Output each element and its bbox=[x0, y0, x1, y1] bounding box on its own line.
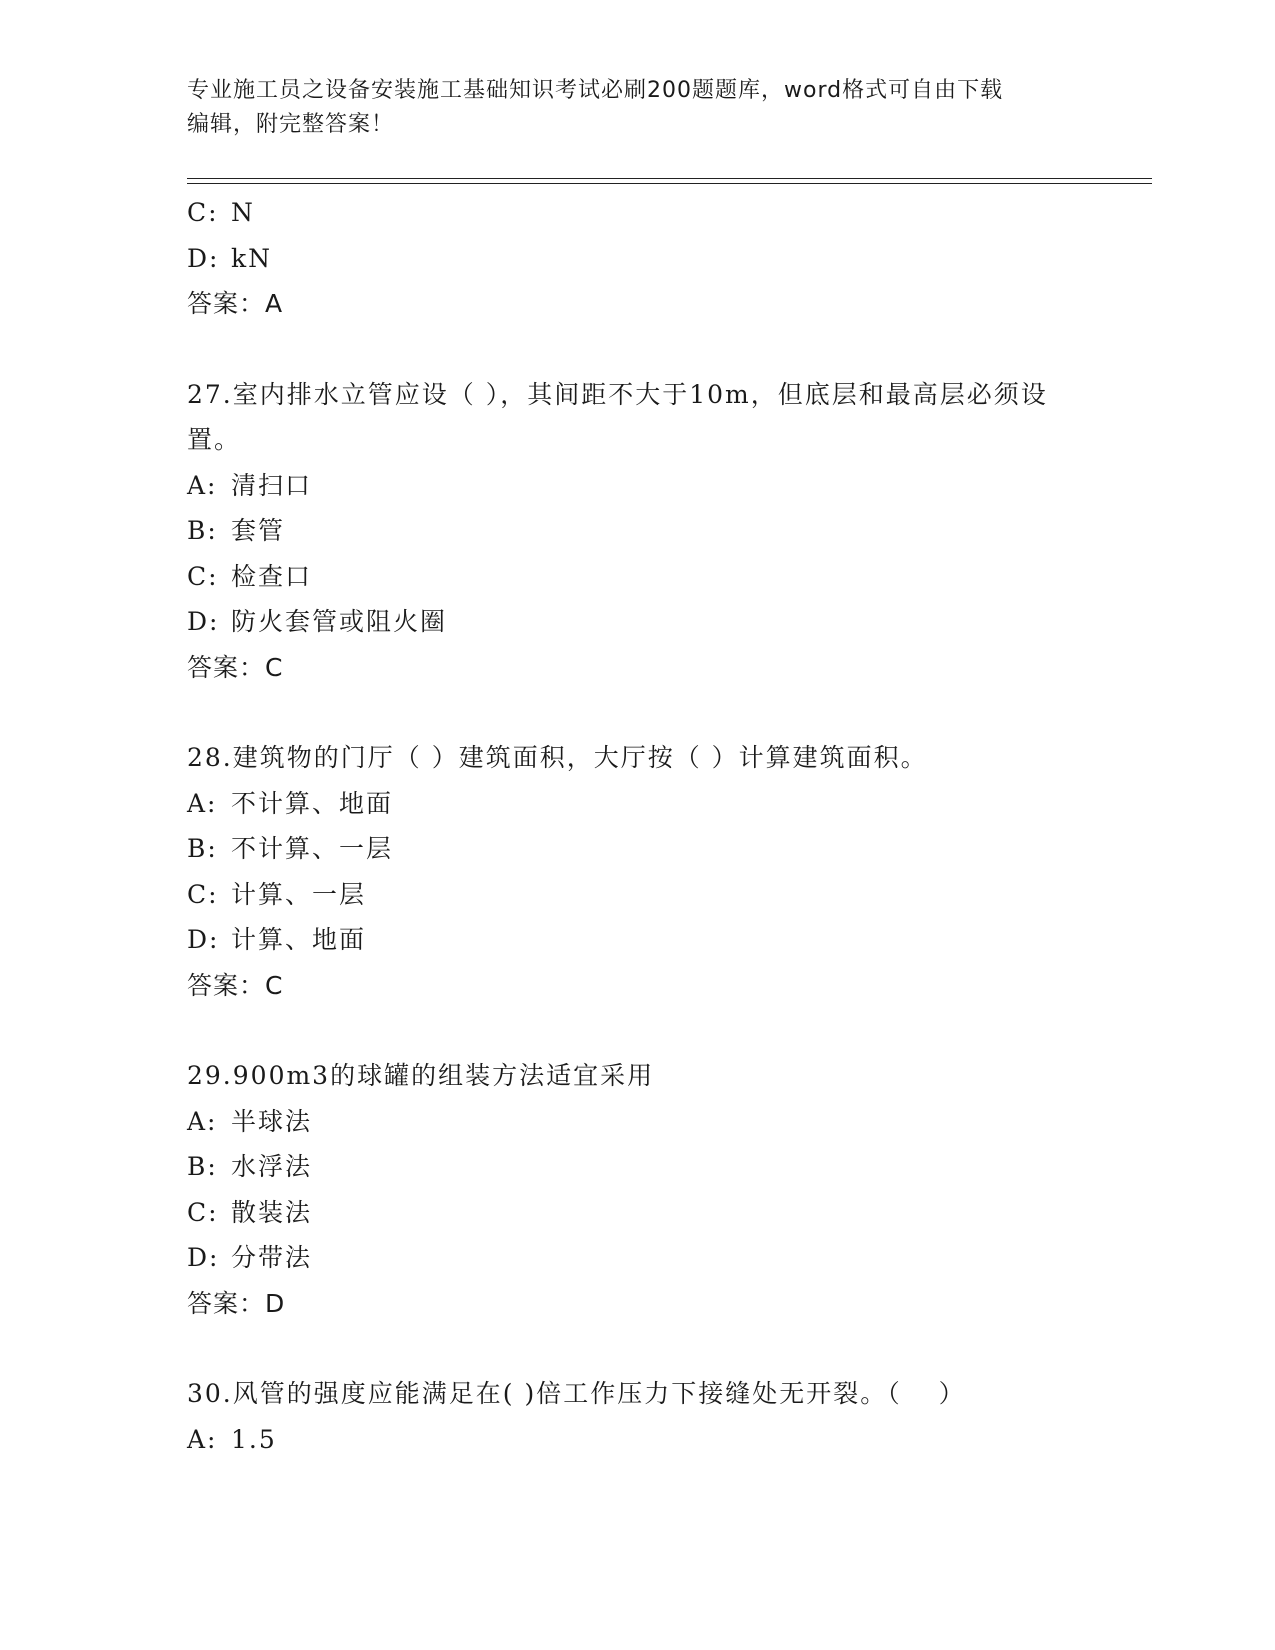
option-text: N bbox=[231, 198, 255, 227]
option-label: C: bbox=[187, 1197, 219, 1227]
question-list bbox=[187, 190, 1147, 1462]
option-a bbox=[187, 781, 1147, 827]
option-c bbox=[187, 190, 1147, 236]
option-a bbox=[187, 1099, 1147, 1145]
question-text: 29.900m3的球罐的组装方法适宜采用 bbox=[187, 1061, 655, 1090]
question-30 bbox=[187, 1371, 1147, 1462]
option-a bbox=[187, 463, 1147, 509]
option-d bbox=[187, 917, 1147, 963]
spacer bbox=[187, 1008, 1147, 1053]
option-label: B: bbox=[187, 516, 218, 545]
header-divider-top bbox=[187, 178, 1152, 179]
option-label: A: bbox=[187, 1424, 218, 1454]
option-label: D: bbox=[187, 243, 220, 273]
question-text: 30.风管的强度应能满足在( )倍工作压力下接缝处无开裂。（ ） bbox=[187, 1379, 966, 1408]
header-divider-bottom bbox=[187, 183, 1152, 184]
question-text: 27.室内排水立管应设（ ），其间距不大于10m，但底层和最高层必须设置。 bbox=[187, 379, 1048, 454]
option-b bbox=[187, 826, 1147, 872]
option-text: 不计算、一层 bbox=[231, 834, 394, 863]
document-header bbox=[187, 74, 1087, 142]
answer-line: 答案：C bbox=[187, 970, 284, 1000]
option-text: kN bbox=[231, 243, 273, 273]
answer-line: 答案：C bbox=[187, 652, 284, 682]
question-29 bbox=[187, 1053, 1147, 1326]
option-label: A: bbox=[187, 470, 218, 500]
question-text: 28.建筑物的门厅（ ）建筑面积，大厅按（ ）计算建筑面积。 bbox=[187, 743, 928, 772]
option-label: B: bbox=[187, 1152, 218, 1181]
option-label: D: bbox=[187, 1243, 220, 1272]
option-d bbox=[187, 236, 1147, 282]
option-text: 防火套管或阻火圈 bbox=[231, 607, 448, 636]
option-text: 计算、地面 bbox=[231, 925, 367, 954]
option-a bbox=[187, 1417, 1147, 1463]
option-label: D: bbox=[187, 607, 220, 636]
option-label: A: bbox=[187, 1106, 218, 1136]
option-text: 不计算、地面 bbox=[231, 788, 394, 818]
option-label: C: bbox=[187, 879, 219, 909]
option-d bbox=[187, 599, 1147, 645]
option-label: A: bbox=[187, 788, 218, 818]
option-label: B: bbox=[187, 834, 218, 863]
answer-line: 答案：A bbox=[187, 289, 284, 318]
option-text: 检查口 bbox=[231, 561, 313, 591]
question-28 bbox=[187, 735, 1147, 1008]
option-text: 半球法 bbox=[231, 1106, 313, 1136]
question-27 bbox=[187, 372, 1147, 691]
option-c bbox=[187, 872, 1147, 918]
question-fragment bbox=[187, 190, 1147, 327]
option-b bbox=[187, 508, 1147, 554]
spacer bbox=[187, 690, 1147, 735]
option-label: D: bbox=[187, 925, 220, 954]
option-d bbox=[187, 1235, 1147, 1281]
option-label: C: bbox=[187, 198, 219, 227]
option-c bbox=[187, 554, 1147, 600]
header-title-line-1: 专业施工员之设备安装施工基础知识考试必刷200题题库，word格式可自由下载 bbox=[187, 78, 1004, 103]
option-label: C: bbox=[187, 561, 219, 591]
option-text: 1.5 bbox=[231, 1424, 277, 1454]
option-c bbox=[187, 1190, 1147, 1236]
option-text: 水浮法 bbox=[231, 1152, 313, 1181]
option-text: 分带法 bbox=[231, 1243, 313, 1272]
option-text: 清扫口 bbox=[231, 470, 313, 500]
option-text: 计算、一层 bbox=[231, 879, 367, 909]
spacer bbox=[187, 327, 1147, 372]
option-text: 套管 bbox=[231, 516, 286, 545]
spacer bbox=[187, 1326, 1147, 1371]
answer-line: 答案：D bbox=[187, 1288, 286, 1318]
option-b bbox=[187, 1144, 1147, 1190]
option-text: 散装法 bbox=[231, 1197, 313, 1227]
header-title-line-2: 编辑，附完整答案！ bbox=[187, 112, 395, 137]
